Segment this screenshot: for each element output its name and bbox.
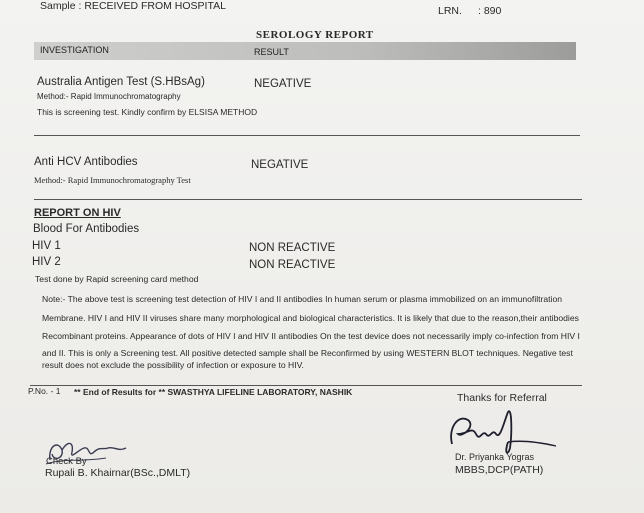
test-result-hcv: NEGATIVE	[251, 159, 309, 171]
hiv2-result: NON REACTIVE	[249, 259, 336, 271]
hiv-note-line: Recombinant proteins. Appearance of dots of HIV I and HIV II antibodies On the test device does not necessarily imply co-infection from HIV I	[42, 331, 580, 341]
hiv2-label: HIV 2	[32, 256, 61, 268]
divider	[34, 135, 580, 136]
lrn-value: : 890	[478, 5, 502, 17]
technician-name: Rupali B. Khairnar(BSc.,DMLT)	[45, 467, 191, 479]
report-title: SEROLOGY REPORT	[256, 29, 374, 41]
hiv1-label: HIV 1	[32, 240, 61, 252]
col-result: RESULT	[254, 47, 289, 57]
hiv-subtitle: Blood For Antibodies	[33, 223, 140, 235]
test-note-hbsag: This is screening test. Kindly confirm by ELSISA METHOD	[37, 107, 258, 117]
test-name-hbsag: Australia Antigen Test (S.HBsAg)	[37, 76, 205, 88]
hiv-note-line: Membrane. HIV I and HIV II viruses share many morphological and biological characteristics. It is likely that due to the reason,their antibodies	[42, 313, 579, 323]
thanks-for-referral: Thanks for Referral	[457, 392, 547, 404]
end-of-results: ** End of Results for ** SWASTHYA LIFELINE LABORATORY, NASHIK	[74, 387, 353, 397]
test-name-hcv: Anti HCV Antibodies	[34, 156, 138, 168]
table-header-bar	[34, 42, 576, 60]
test-method-hbsag: Method:- Rapid Immunochromatography	[37, 92, 181, 101]
doctor-qualification: MBBS,DCP(PATH)	[455, 464, 544, 476]
test-result-hbsag: NEGATIVE	[254, 78, 312, 90]
col-investigation: INVESTIGATION	[40, 45, 109, 55]
hiv1-result: NON REACTIVE	[249, 242, 336, 254]
doctor-name: Dr. Priyanka Yogras	[455, 452, 535, 462]
hiv-note-line: Note:- The above test is screening test detection of HIV I and II antibodies In human serum or plasma immobilized on an immunofiltration	[42, 294, 563, 304]
test-method-hcv: Method:- Rapid Immunochromatography Test	[34, 175, 191, 185]
footer-divider	[30, 385, 582, 386]
hiv-note-line: and II. This is only a Screening test. All positive detected sample shall be Reconfirmed by using WESTERN BLOT techniques. Negative test	[42, 348, 573, 358]
sample-line: Sample : RECEIVED FROM HOSPITAL	[40, 0, 226, 12]
lrn-label: LRN.	[438, 5, 462, 17]
hiv-note-line: result does not exclude the possibility of infection or exposure to HIV.	[42, 360, 304, 370]
hiv-note-line: Test done by Rapid screening card method	[35, 274, 199, 284]
hiv-section-title: REPORT ON HIV	[34, 207, 121, 219]
divider	[34, 199, 582, 200]
checked-by-label: Check By	[46, 456, 87, 467]
page-number: P.No. - 1	[28, 386, 61, 396]
